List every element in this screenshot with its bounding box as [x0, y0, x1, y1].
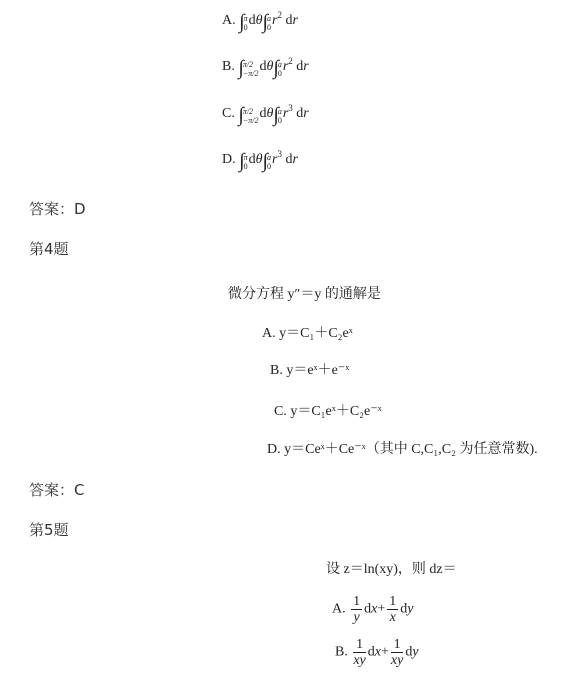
- q4-option-d: D. y＝Ceˣ＋Ce⁻ˣ（其中 C,C₁,C₂ 为任意常数).: [267, 442, 538, 457]
- q5-option-b: B. $\frac{1}{xy}$ dx+ $\frac{1}{xy}$ dy: [335, 637, 419, 668]
- q4-option-c: C. y＝C₁eˣ＋C₂e⁻ˣ: [274, 404, 382, 419]
- q3-option-c: C. ∫π/2 −π/2dθ∫a $0r^3$ dr: [222, 103, 309, 126]
- q4-answer: 答案：C: [29, 481, 85, 499]
- q5-stem: 设 z＝ln(xy)，则 dz＝: [326, 562, 457, 577]
- q3-option-d: D. ∫π 0dθ∫a $0r^3$ dr: [222, 149, 298, 172]
- q4-heading: 第4题: [29, 240, 69, 258]
- q5-heading: 第5题: [29, 521, 69, 539]
- q4-option-a: A. y＝C₁＋C₂eˣ: [262, 326, 353, 341]
- q4-option-b: B. y＝eˣ＋e⁻ˣ: [270, 363, 350, 378]
- q5-option-a: A. $\frac{1}{y}$ dx+ $\frac{1}{x}$ dy: [332, 594, 414, 625]
- q3-answer: 答案：D: [29, 200, 86, 218]
- q3-option-b: B. ∫π/2 −π/2dθ∫a $0r^2$ dr: [222, 56, 309, 79]
- q4-stem: 微分方程 y″＝y 的通解是: [228, 287, 381, 302]
- q3-option-a: A. ∫π 0dθ∫a $0r^2$ dr: [222, 10, 298, 33]
